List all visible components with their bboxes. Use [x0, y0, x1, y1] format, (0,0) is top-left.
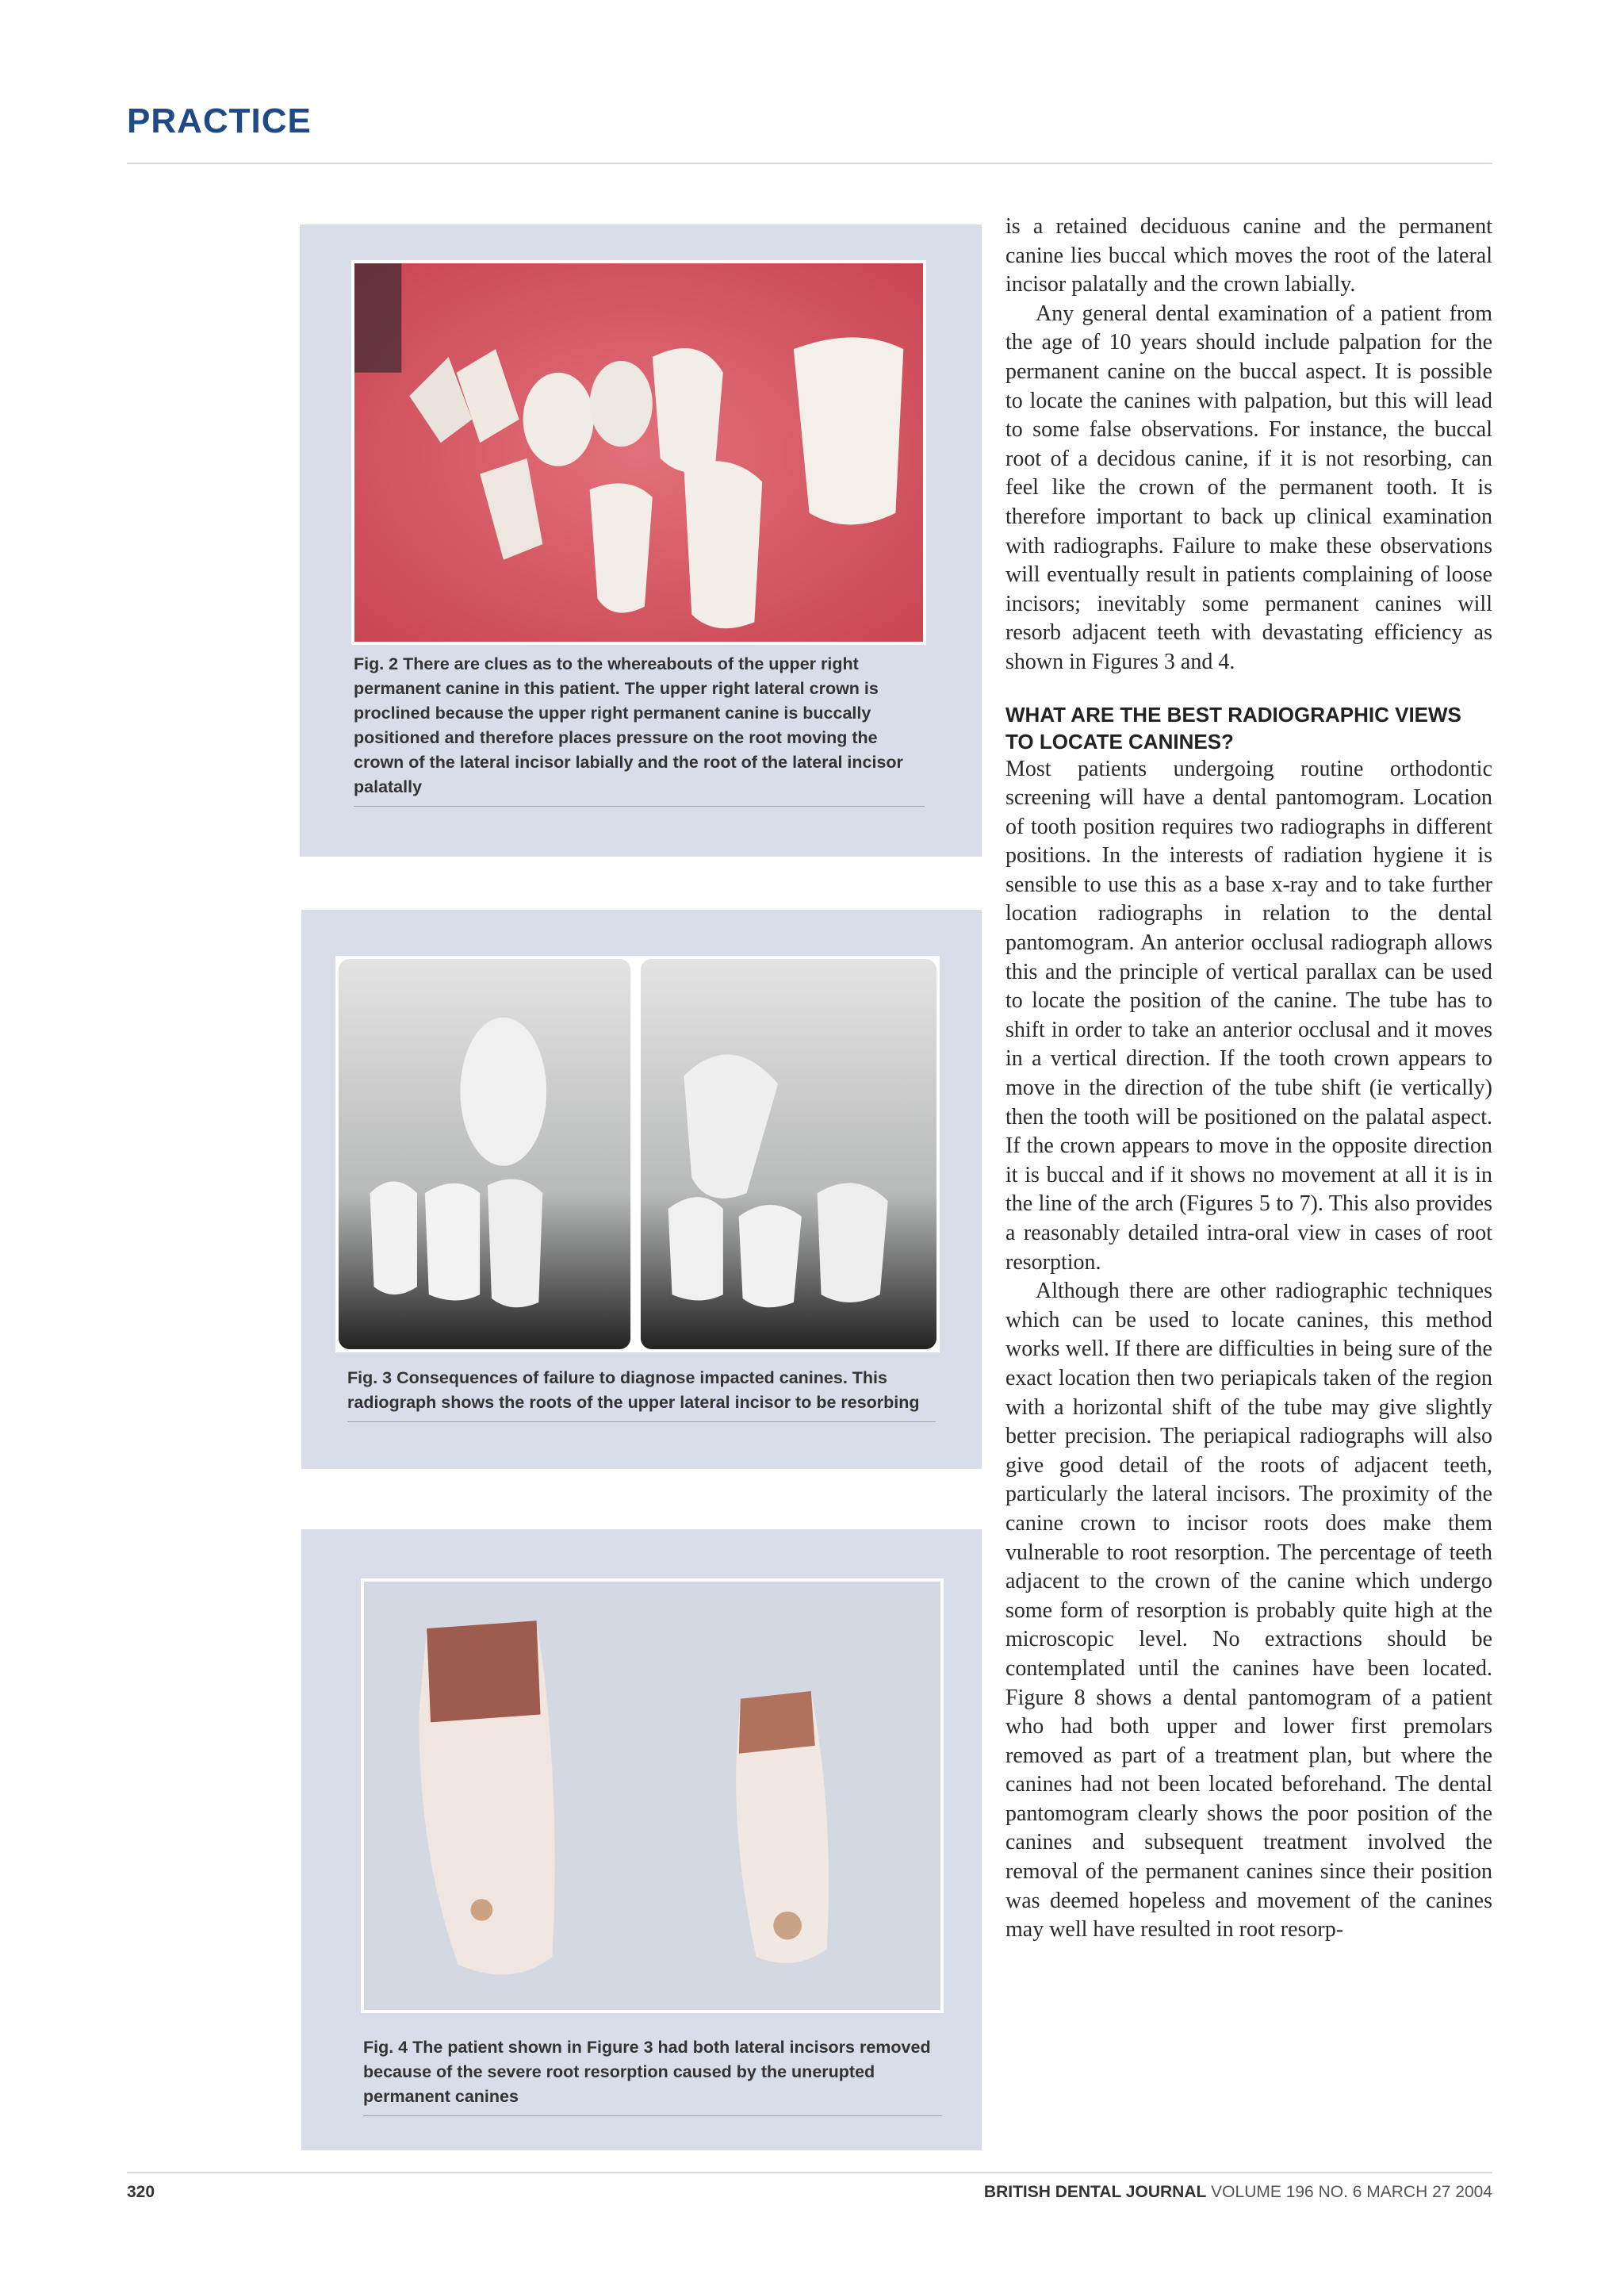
figure-2-photo	[351, 260, 926, 645]
figure-2-caption: Fig. 2 There are clues as to the whereabouts of the upper right permanent canine in this patient. The upper right lateral crown is proclined because the upper right permanent canine is buccally positioned and therefore places pressure on the root moving the crown of the lateral incisor labially and the root of the lateral incisor palatally	[354, 652, 925, 807]
journal-name: BRITISH DENTAL JOURNAL	[983, 2183, 1207, 2201]
figure-3-radiograph	[335, 956, 940, 1352]
figure-4-photo	[361, 1578, 944, 2013]
body-paragraph: Any general dental examination of a patient from the age of 10 years should include palpation for the permanent canine on the buccal aspect. It is possible to locate the canines with palpation, but this will lead to some false observations. For instance, the buccal root of a decidous canine, if it is not resorbing, can feel like the crown of the permanent tooth. It is therefore important to back up clinical examination with radiographs. Failure to make these observations will eventually result in patients complaining of loose incisors; inevitably some permanent canines will resorb adjacent teeth with devastating efficiency as shown in Figures 3 and 4.	[1005, 301, 1492, 674]
figure-3-caption: Fig. 3 Consequences of failure to diagnose impacted canines. This radiograph shows the roots of the upper lateral incisor to be resorbing	[347, 1366, 936, 1422]
journal-citation	[984, 2183, 1492, 2202]
page-number: 320	[127, 2183, 155, 2201]
body-text-column	[1005, 213, 1492, 1945]
body-paragraph: is a retained deciduous canine and the permanent canine lies buccal which moves the root of the lateral incisor palatally and the crown labially.	[1005, 214, 1492, 297]
header-rule	[127, 163, 1492, 164]
body-paragraph: Although there are other radiographic techniques which can be used to locate canines, this method works well. If there are difficulties in being sure of the exact location then two periapicals taken of the region with a horizontal shift of the tube may give slightly better precision. The periapical radiographs will also give good detail of the roots of adjacent teeth, particularly the lateral incisors. The proximity of the canine crown to incisor roots does make them vulnerable to root resorption. The percentage of teeth adjacent to the crown of the canine which undergo some form of resorption is probably quite high at the microscopic level. No extractions should be contemplated until the canines have been located. Figure 8 shows a dental pantomogram of a patient who had both upper and lower first premolars removed as part of a treatment plan, but where the canines had not been located beforehand. The dental pantomogram clearly shows the poor position of the canines and subsequent treatment involved the removal of the permanent canines since their position was deemed hopeless and movement of the canines may well have resulted in root resorp-	[1005, 1279, 1492, 1943]
footer-rule	[127, 2172, 1492, 2173]
section-heading: WHAT ARE THE BEST RADIOGRAPHIC VIEWS TO LOCATE CANINES?	[1005, 702, 1461, 754]
figure-4-caption: Fig. 4 The patient shown in Figure 3 had both lateral incisors removed because of the severe root resorption caused by the unerupted permanent canines	[363, 2035, 942, 2116]
section-header: PRACTICE	[127, 102, 312, 140]
journal-issue: VOLUME 196 NO. 6 MARCH 27 2004	[1211, 2183, 1492, 2201]
body-paragraph: Most patients undergoing routine orthodontic screening will have a dental pantomogram. Location of tooth position requires two radiographs in different positions. In the interests of radiation hygiene it is sensible to use this as a base x-ray and to take further location radiographs in relation to the dental pantomogram. An anterior occlusal radiograph allows this and the principle of vertical parallax can be used to locate the position of the canine. The tube has to shift in order to take an anterior occlusal and it moves in a vertical direction. If the tooth crown appears to move in the direction of the tube shift (ie vertically) then the tooth will be positioned on the palatal aspect. If the crown appears to move in the opposite direction it is buccal and if it shows no movement at all it is in the line of the arch (Figures 5 to 7). This also provides a reasonably detailed intra-oral view in cases of root resorption.	[1005, 756, 1492, 1275]
